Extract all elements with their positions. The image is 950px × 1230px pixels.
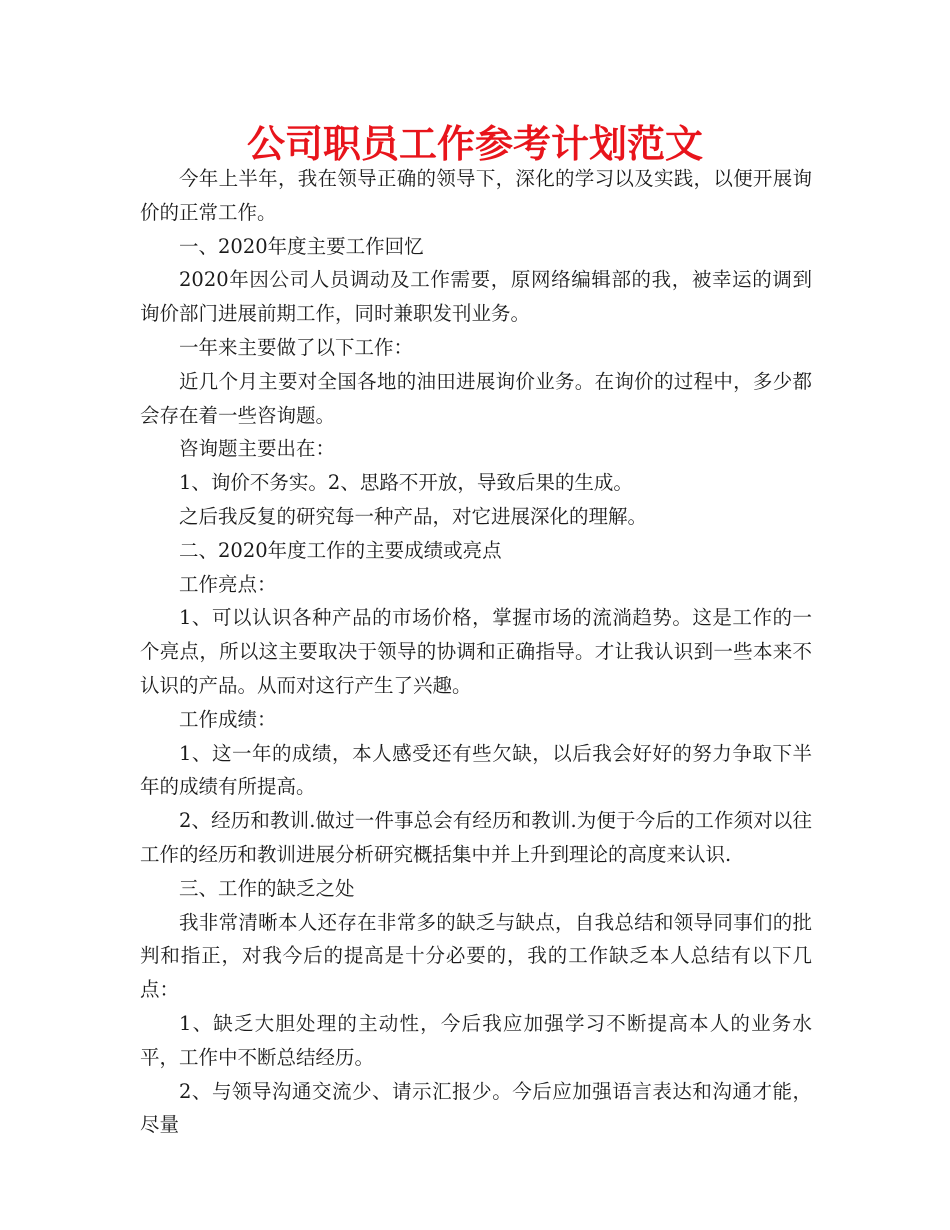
paragraph: 之后我反复的研究每一种产品，对它进展深化的理解。 [179, 504, 648, 528]
section-heading-1: 一、2020年度主要工作回忆 [179, 234, 424, 258]
section-heading-2: 二、2020年度工作的主要成绩或亮点 [179, 538, 502, 562]
paragraph: 1、缺乏大胆处理的主动性，今后我应加强学习不断提高本人的业务水平，工作中不断总结经历。 [140, 1011, 812, 1069]
paragraph: 1、可以认识各种产品的市场价格，掌握市场的流淌趋势。这是工作的一个亮点，所以这主要取决于领导的协调和正确指导。才让我认识到一些本来不认识的产品。从而对这行产生了兴趣。 [140, 606, 812, 697]
paragraph: 工作成绩： [179, 707, 277, 731]
paragraph: 2、经历和教训.做过一件事总会有经历和教训.为便于今后的工作须对以往工作的经历和教训进展分析研究概括集中并上升到理论的高度来认识. [140, 809, 812, 866]
document-body [140, 162, 812, 1142]
paragraph: 1、询价不务实。2、思路不开放，导致后果的生成。 [179, 471, 633, 495]
paragraph: 2020年因公司人员调动及工作需要，原网络编辑部的我，被幸运的调到询价部门进展前期工作，同时兼职发刊业务。 [140, 268, 812, 326]
paragraph: 我非常清晰本人还存在非常多的缺乏与缺点，自我总结和领导同事们的批判和指正，对我今后的提高是十分必要的，我的工作缺乏本人总结有以下几点： [140, 910, 812, 1002]
paragraph: 工作亮点： [179, 572, 277, 596]
paragraph: 2、与领导沟通交流少、请示汇报少。今后应加强语言表达和沟通才能，尽量 [140, 1079, 812, 1137]
paragraph-intro: 今年上半年，我在领导正确的领导下，深化的学习以及实践，以便开展询价的正常工作。 [140, 167, 812, 224]
document-title: 公司职员工作参考计划范文 [246, 122, 703, 166]
paragraph: 咨询题主要出在： [179, 437, 336, 461]
section-heading-3: 三、工作的缺乏之处 [179, 876, 355, 900]
paragraph: 近几个月主要对全国各地的油田进展询价业务。在询价的过程中，多少都会存在着一些咨询题。 [140, 369, 812, 427]
paragraph: 1、这一年的成绩，本人感受还有些欠缺，以后我会好好的努力争取下半年的成绩有所提高。 [140, 741, 812, 799]
paragraph: 一年来主要做了以下工作： [179, 335, 414, 359]
